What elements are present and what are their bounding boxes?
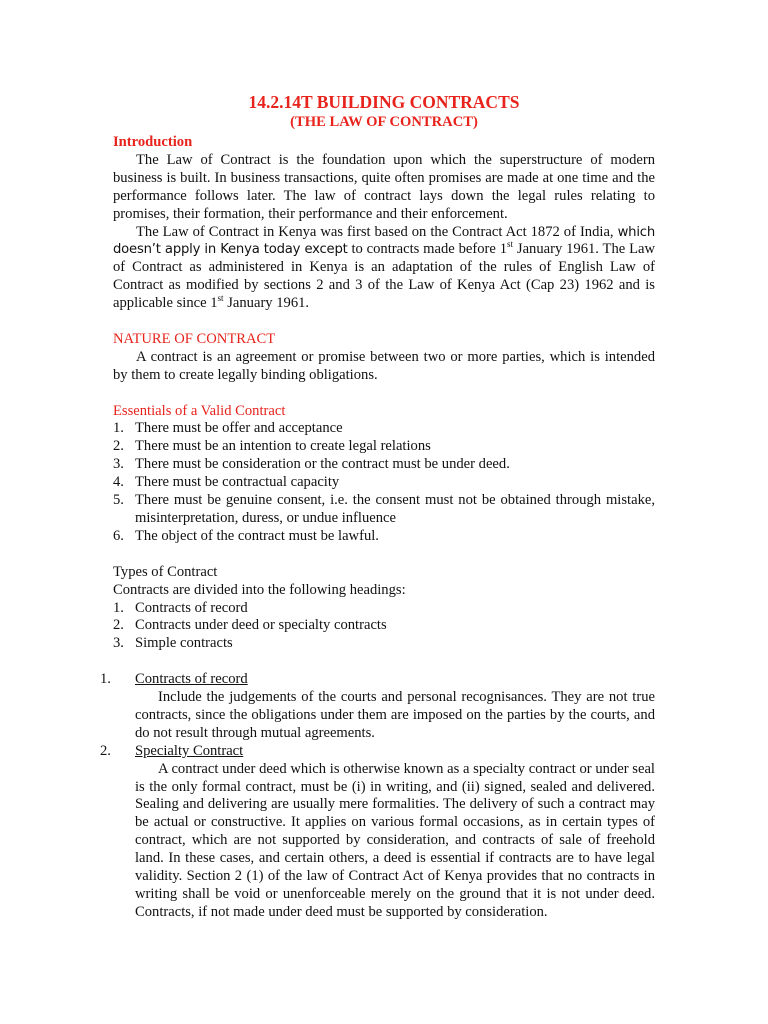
list-item: 1. There must be offer and acceptance xyxy=(113,420,343,437)
intro-heading: Introduction xyxy=(113,134,193,150)
list-item: 1. Contracts of record xyxy=(113,599,248,616)
intro-paragraph-1: The Law of Contract is the foundation upon which the superstructure of modern business is built. In business transactions, quite often promises are made at one time and the performance follows later. The law of contract lays down the legal rules relating to promises, their formation, their performance and their enforcement. xyxy=(113,151,655,222)
essentials-list xyxy=(113,420,655,545)
document-title: 14.2.14T BUILDING CONTRACTS xyxy=(248,92,520,112)
section-heading: Contracts of record xyxy=(135,671,248,688)
list-item: 6. The object of the contract must be lawful. xyxy=(113,527,379,544)
intro-paragraph-2: The Law of Contract in Kenya was first based on the Contract Act 1872 of India, which doesn’t apply in Kenya today except to contracts made before 1st January 1961. The Law of Contract as administered in Kenya is an adaptation of the rules of English Law of Contract as modified by sections 2 and 3 of the Law of Kenya Act (Cap 23) 1962 and is applicable since 1st January 1961. xyxy=(113,223,656,312)
section-specialty-contract xyxy=(100,742,655,922)
document-subtitle: (THE LAW OF CONTRACT) xyxy=(290,114,478,130)
section-number: 1. xyxy=(100,671,111,688)
section-number: 2. xyxy=(100,742,111,759)
list-item: 4. There must be contractual capacity xyxy=(113,474,340,491)
section-contracts-of-record xyxy=(100,671,655,743)
essentials-heading: Essentials of a Valid Contract xyxy=(113,402,286,419)
types-heading: Types of Contract xyxy=(113,563,218,580)
nature-heading: NATURE OF CONTRACT xyxy=(113,330,276,347)
list-item: 2. Contracts under deed or specialty contracts xyxy=(113,617,387,634)
document-page xyxy=(100,92,656,922)
nature-paragraph: A contract is an agreement or promise between two or more parties, which is intended by them to create legally binding obligations. xyxy=(113,348,655,383)
list-item: 3. Simple contracts xyxy=(113,635,233,652)
section-paragraph: A contract under deed which is otherwise known as a specialty contract or under seal is the only formal contract, must be (i) in writing, and (ii) signed, sealed and delivered. Sealing and delivering are usually mere formalities. The delivery of such a contract may be actual or constructive. It applies on various formal occasions, as in certain types of contract, which are not supported by consideration, and contracts of sale of freehold land. In these cases, and certain others, a deed is essential if contracts are to have legal validity. Section 2 (1) of the law of Contract Act of Kenya provides that no contracts in writing shall be void or unenforceable merely on the ground that it is not under deed. Contracts, if not made under deed must be supported by consideration. xyxy=(135,760,655,920)
section-paragraph: Include the judgements of the courts and personal recognisances. They are not true contracts, since the obligations under them are imposed on the parties by the courts, and do not result through mutual agreements. xyxy=(135,689,655,741)
types-list xyxy=(113,600,655,654)
list-item: 3. There must be consideration or the contract must be under deed. xyxy=(113,456,510,473)
list-item: 2. There must be an intention to create legal relations xyxy=(113,438,431,455)
section-heading: Specialty Contract xyxy=(135,742,244,759)
list-item: 5. There must be genuine consent, i.e. the consent must not be obtained through mistake, misinterpretation, duress, or undue influence xyxy=(113,492,655,526)
types-lead: Contracts are divided into the following headings: xyxy=(113,581,406,598)
